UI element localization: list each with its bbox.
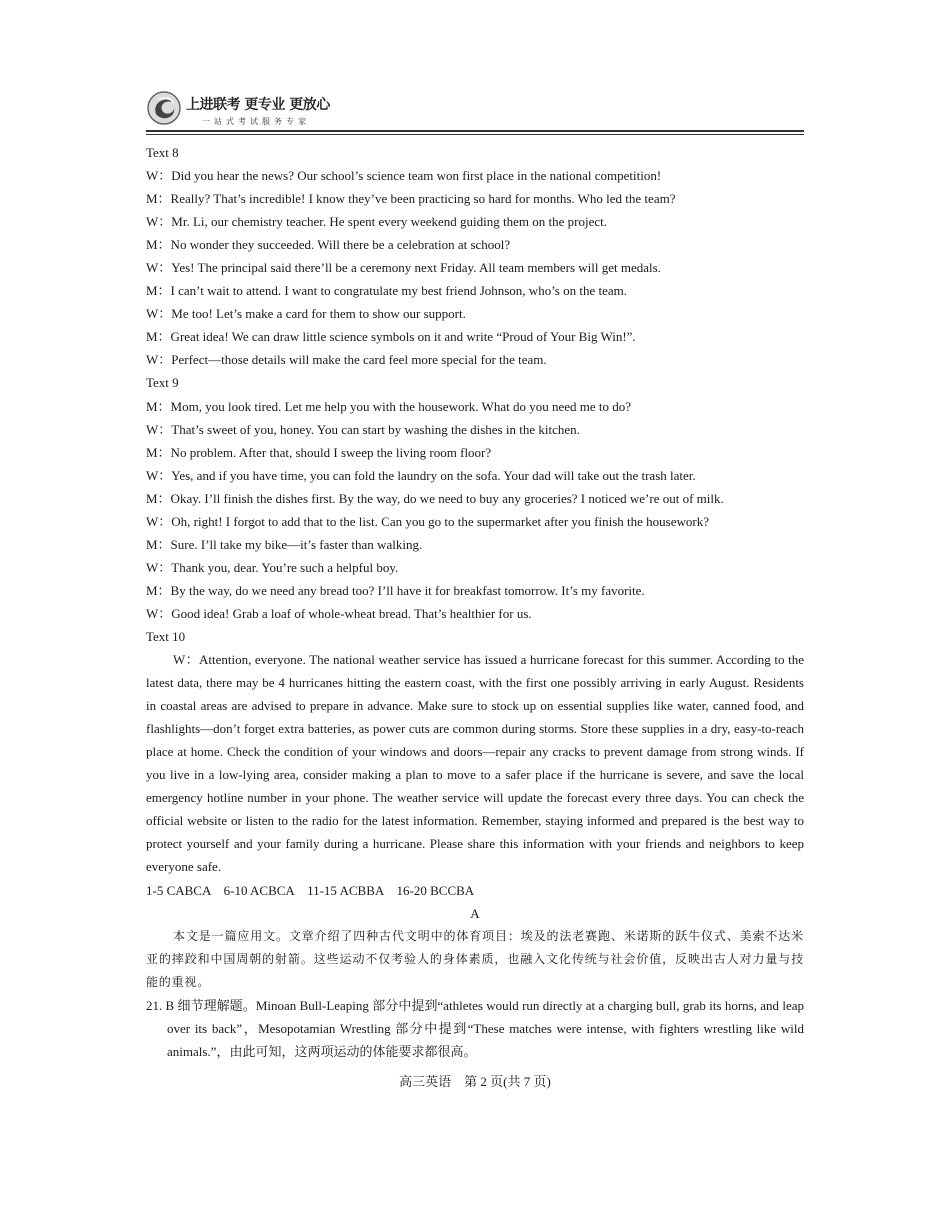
dialogue-line: M：Sure. I’ll take my bike—it’s faster than walking. <box>146 536 423 552</box>
header-slogan: 上进联考 更专业 更放心 <box>186 97 330 113</box>
answer-key: 1-5 CABCA 6-10 ACBCA 11-15 ACBBA 16-20 BCCBA <box>146 882 475 898</box>
dialogue-line: W：Mr. Li, our chemistry teacher. He spent every weekend guiding them on the project. <box>146 214 607 230</box>
dialogue-line: M：No wonder they succeeded. Will there be a celebration at school? <box>146 237 511 253</box>
section-a-label: A <box>470 905 480 921</box>
dialogue-line: W：Yes! The principal said there’ll be a ceremony next Friday. All team members will get medals. <box>146 260 661 276</box>
dialogue-line: W：Thank you, dear. You’re such a helpful boy. <box>146 559 399 575</box>
dialogue-line: W：Me too! Let’s make a card for them to show our support. <box>146 306 466 322</box>
dialogue-line: M：By the way, do we need any bread too? I’ll have it for breakfast tomorrow. It’s my favorite. <box>146 582 645 598</box>
dialogue-line: W：Good idea! Grab a loaf of whole-wheat bread. That’s healthier for us. <box>146 605 532 621</box>
dialogue-line: W：Did you hear the news? Our school’s science team won first place in the national competition! <box>146 168 662 184</box>
dialogue-line: M：I can’t wait to attend. I want to congratulate my best friend Johnson, who’s on the team. <box>146 283 628 299</box>
dialogue-line: M：No problem. After that, should I sweep the living room floor? <box>146 444 492 460</box>
dialogue-line: W：Perfect—those details will make the card feel more special for the team. <box>146 352 547 368</box>
header-rule-thick <box>146 130 804 132</box>
dialogue-line: W：Oh, right! I forgot to add that to the list. Can you go to the supermarket after you finish the housework? <box>146 513 709 529</box>
header-subslogan: 一站式考试服务专家 <box>202 117 310 126</box>
page-header <box>146 88 804 136</box>
text10-paragraph: W：Attention, everyone. The national weather service has issued a hurricane forecast for this summer. According to the latest data, there may be 4 hurricanes hitting the eastern coast, with the first one possibly arriving in early August. Residents in coastal areas are advised to prepare in advance. Make sure to stock up on essential supplies like water, canned food, and flashlights—don’t forget extra batteries, as power cuts are common during storms. Store these supplies in a dry, easy-to-reach place at home. Check the condition of your windows and doors—repair any cracks to prevent damage from strong winds. If you live in a low-lying area, consider making a plan to move to a safer place if the hurricane is severe, and save the local emergency hotline number in your phone. The weather service will update the forecast every three days. You can check the official website or listen to the radio for the latest information. Remember, staying informed and prepared is the best way to protect yourself and your family during a hurricane. Please share this information with your friends and neighbors to keep everyone safe. <box>146 652 804 875</box>
dialogue-line: M：Really? That’s incredible! I know they’ve been practicing so hard for months. Who led the team? <box>146 191 676 207</box>
section-a-intro: 本文是一篇应用文。文章介绍了四种古代文明中的体育项目：埃及的法老赛跑、米诺斯的跃牛仪式、美索不达米亚的摔跤和中国周朝的射箭。这些运动不仅考验人的身体素质，也融入文化传统与社会价值，反映出古人对力量与技能的重视。 <box>146 928 804 989</box>
dialogue-line: M：Okay. I’ll finish the dishes first. By the way, do we need to buy any groceries? I noticed we’re out of milk. <box>146 490 724 506</box>
question-21-explanation: 21. B 细节理解题。Minoan Bull-Leaping 部分中提到“athletes would run directly at a charging bull, grab its horns, and leap over its back”，Mesopotamian Wrestling 部分中提到“These matches were intense, with fighters wrestling like wild animals.”，由此可知，这两项运动的体能要求都很高。 <box>146 997 804 1059</box>
dialogue-line: M：Mom, you look tired. Let me help you with the housework. What do you need me to do? <box>146 398 632 414</box>
page-content <box>146 141 804 1063</box>
text10-title: Text 10 <box>146 628 186 644</box>
text9-title: Text 9 <box>146 375 179 391</box>
dialogue-line: M：Great idea! We can draw little science symbols on it and write “Proud of Your Big Win!”. <box>146 329 636 345</box>
dialogue-line: W：Yes, and if you have time, you can fold the laundry on the sofa. Your dad will take out the trash later. <box>146 467 696 483</box>
text8-title: Text 8 <box>146 145 179 160</box>
logo-swirl-icon <box>146 90 182 126</box>
dialogue-line: W：That’s sweet of you, honey. You can start by washing the dishes in the kitchen. <box>146 421 580 437</box>
page-footer: 高三英语 第 2 页(共 7 页) <box>399 1074 551 1089</box>
header-rule-thin <box>146 134 804 135</box>
